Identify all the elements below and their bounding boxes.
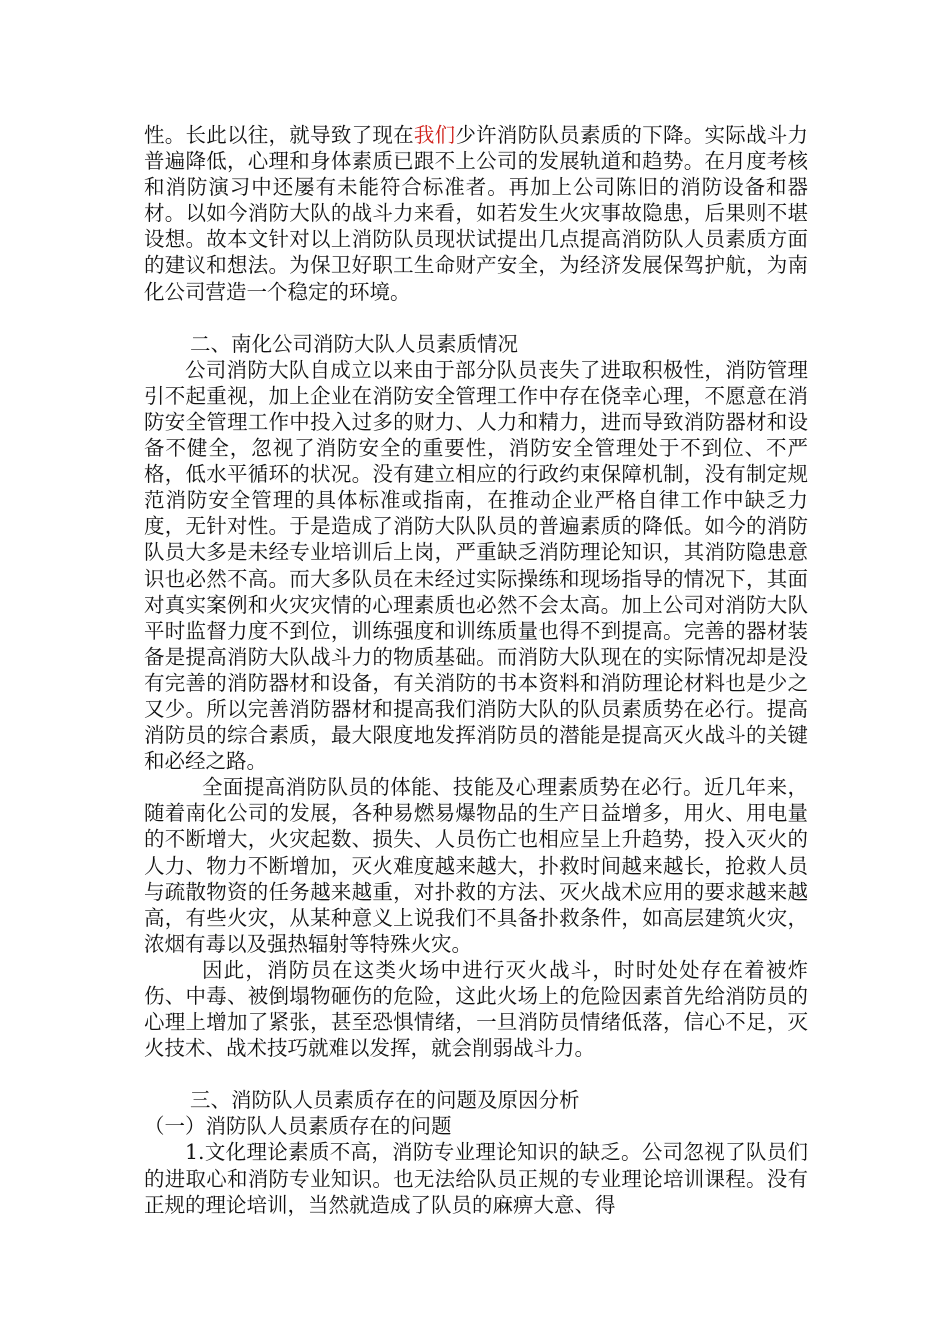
paragraph-2-3: 因此，消防员在这类火场中进行灭火战斗，时时处处存在着被炸伤、中毒、被倒塌物砸伤的危险，这此火场上的危险因素首先给消防员的心理上增加了紧张，甚至恐惧情绪，一旦消防员情绪低落，信心不足，灭火技术、战术技巧就难以发挥，就会削弱战斗力。 <box>144 957 808 1061</box>
section-heading-2: 二、南化公司消防大队人员素质情况 <box>190 331 518 356</box>
subsection-heading-3-1: （一）消防队人员素质存在的问题 <box>144 1114 452 1139</box>
intro-text-before: 性。长此以往，就导致了现在 <box>144 123 414 147</box>
spacer <box>144 1061 808 1087</box>
spacer <box>144 305 808 331</box>
document-page <box>144 122 808 1218</box>
paragraph-intro <box>144 122 808 305</box>
highlighted-text: 我们 <box>413 123 456 147</box>
paragraph-2-1: 公司消防大队自成立以来由于部分队员丧失了进取积极性，消防管理引不起重视，加上企业在消防安全管理工作中存在侥幸心理，不愿意在消防安全管理工作中投入过多的财力、人力和精力，进而导致消防器材和设备不健全，忽视了消防安全的重要性，消防安全管理处于不到位、不严格，低水平循环的状况。没有建立相应的行政约束保障机制，没有制定规范消防安全管理的具体标准或指南，在推动企业严格自律工作中缺乏力度，无针对性。于是造成了消防大队队员的普遍素质的降低。如今的消防队员大多是未经专业培训后上岗，严重缺乏消防理论知识，其消防隐患意识也必然不高。而大多队员在未经过实际操练和现场指导的情况下，其面对真实案例和火灾灾情的心理素质也必然不会太高。加上公司对消防大队平时监督力度不到位，训练强度和训练质量也得不到提高。完善的器材装备是提高消防大队战斗力的物质基础。而消防大队现在的实际情况却是没有完善的消防器材和设备，有关消防的书本资料和消防理论材料也是少之又少。所以完善消防器材和提高我们消防大队的队员素质势在必行。提高消防员的综合素质，最大限度地发挥消防员的潜能是提高灭火战斗的关键和必经之路。 <box>144 357 808 774</box>
section-heading-3: 三、消防队人员素质存在的问题及原因分析 <box>190 1088 580 1113</box>
paragraph-3-1: 1.文化理论素质不高，消防专业理论知识的缺乏。公司忽视了队员们的进取心和消防专业知识。也无法给队员正规的专业理论培训课程。没有正规的理论培训，当然就造成了队员的麻痹大意、得 <box>144 1140 808 1217</box>
paragraph-2-2: 全面提高消防队员的体能、技能及心理素质势在必行。近几年来，随着南化公司的发展，各种易燃易爆物品的生产日益增多，用火、用电量的不断增大，火灾起数、损失、人员伤亡也相应呈上升趋势，投入灭火的人力、物力不断增加，灭火难度越来越大，扑救时间越来越长，抢救人员与疏散物资的任务越来越重，对扑救的方法、灭火战术应用的要求越来越高，有些火灾，从某种意义上说我们不具备扑救条件，如高层建筑火灾，浓烟有毒以及强热辐射等特殊火灾。 <box>144 775 808 956</box>
intro-text-after: 少许消防队员素质的下降。实际战斗力普遍降低，心理和身体素质已跟不上公司的发展轨道和趋势。在月度考核和消防演习中还屡有未能符合标准者。再加上公司陈旧的消防设备和器材。以如今消防大队的战斗力来看，如若发生火灾事故隐患，后果则不堪设想。故本文针对以上消防队员现状试提出几点提高消防队人员素质方面的建议和想法。为保卫好职工生命财产安全，为经济发展保驾护航，为南化公司营造一个稳定的环境。 <box>144 123 809 304</box>
